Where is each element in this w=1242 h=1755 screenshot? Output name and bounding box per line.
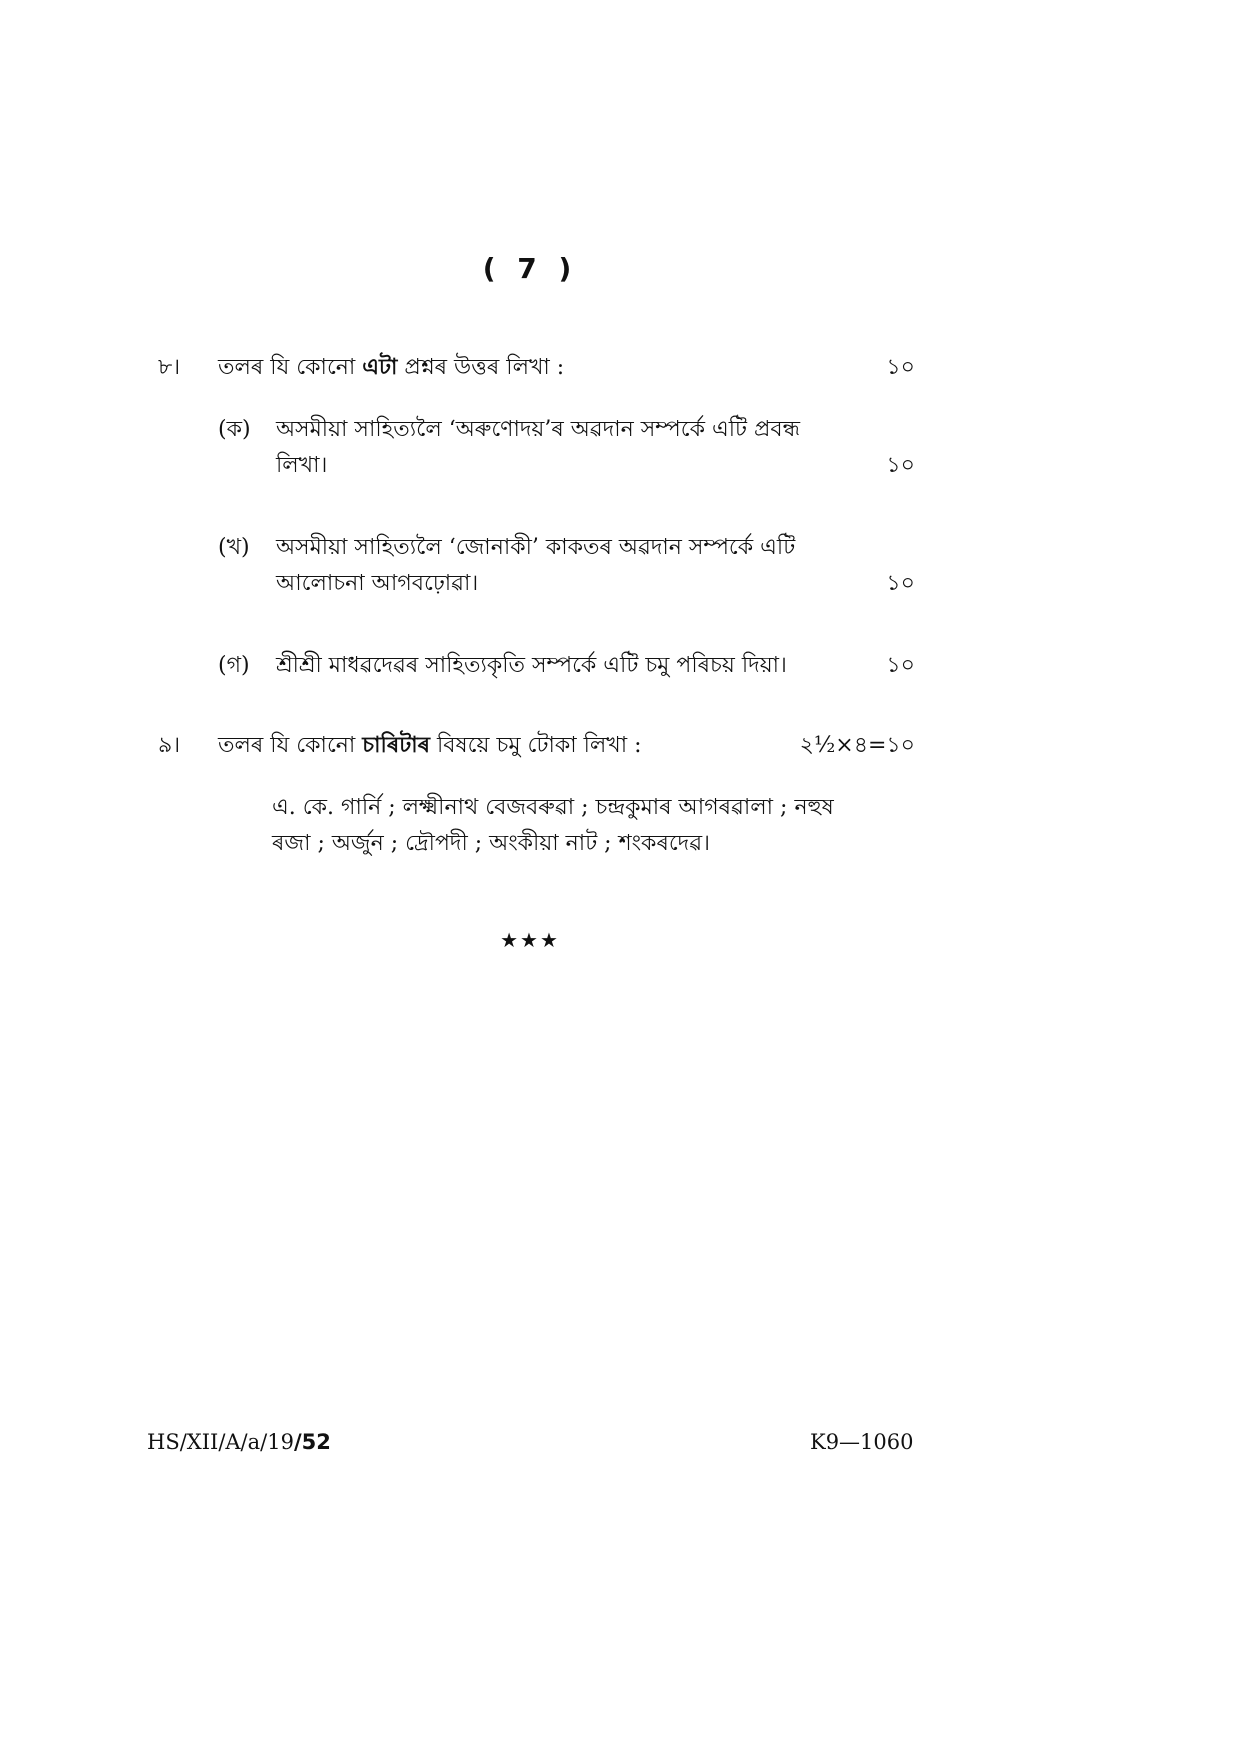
question-8c-line1: শ্ৰীশ্ৰী মাধৱদেৱৰ সাহিত্যকৃতি সম্পৰ্কে এটি চমু পৰিচয় দিয়া। [276, 653, 787, 678]
question-9-names-line2: ৰজা ; অৰ্জুন ; দ্ৰৌপদী ; অংকীয়া নাট ; শংকৰদেৱ। [272, 831, 710, 856]
question-8-marks: ১০ [886, 355, 915, 380]
question-8c-label: (গ) [218, 653, 250, 678]
question-9-text [218, 728, 642, 765]
question-8-text-before: তলৰ যি কোনো [218, 355, 363, 380]
question-8a-line2: লিখা। [276, 453, 328, 478]
end-marker: ★★★ [500, 928, 560, 952]
question-8-number: ৮। [158, 355, 181, 380]
question-8b-marks: ১০ [886, 571, 915, 596]
question-8b-line1: অসমীয়া সাহিত্যলৈ ‘জোনাকী’ কাকতৰ অৱদান সম্পৰ্কে এটি [276, 535, 796, 560]
question-8a-marks: ১০ [886, 453, 915, 478]
question-9-number: ৯। [158, 733, 181, 758]
question-8c-marks: ১০ [886, 653, 915, 678]
question-8-text-after: প্ৰশ্নৰ উত্তৰ লিখা : [397, 355, 565, 380]
question-8a-line1: অসমীয়া সাহিত্যলৈ ‘অৰুণোদয়’ৰ অৱদান সম্পৰ্কে এটি প্ৰবন্ধ [276, 417, 801, 442]
page-number: ( 7 ) [482, 252, 578, 285]
question-9-names-line1: এ. কে. গাৰ্নি ; লক্ষ্মীনাথ বেজবৰুৱা ; চন্দ্ৰকুমাৰ আগৰৱালা ; নহুষ [272, 795, 834, 820]
footer-code-bold: /52 [293, 1430, 331, 1454]
footer-code-prefix: HS/XII/A/a/19 [147, 1430, 294, 1454]
question-9-text-after: বিষয়ে চমু টোকা লিখা : [430, 733, 642, 758]
question-8-text-bold: এটা [362, 354, 398, 380]
question-8a-label: (ক) [218, 417, 251, 442]
question-8-text [218, 350, 564, 387]
question-9-marks: ২½×৪=১০ [799, 733, 915, 758]
question-9-text-bold: চাৰিটাৰ [362, 732, 430, 758]
question-9-text-before: তলৰ যি কোনো [218, 733, 363, 758]
question-8b-line2: আলোচনা আগবঢ়োৱা। [276, 571, 479, 596]
footer-paper-code [147, 1430, 331, 1454]
footer-print-code: K9—1060 [810, 1430, 914, 1454]
question-8b-label: (খ) [218, 535, 250, 560]
